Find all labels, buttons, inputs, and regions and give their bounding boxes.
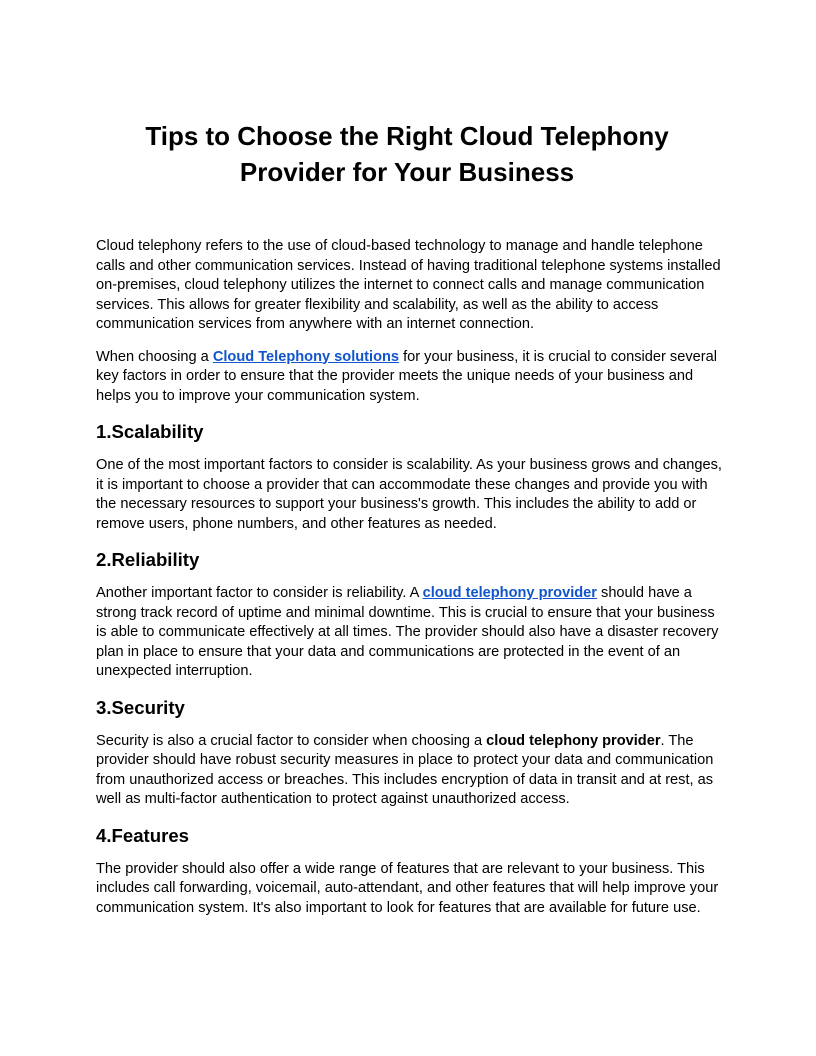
heading-scalability: 1.Scalability bbox=[96, 421, 204, 442]
intro-p2-text-after: for your business, it is crucial to consider several key factors in order to ensure that the provider meets the unique needs of your business and helps you to improve your communication system. bbox=[96, 348, 717, 404]
security-text-after: . The provider should have robust security measures in place to protect your data and communication from unauthorized access or breaches. This includes encryption of data in transit and at rest, as well as multi-factor authentication to protect against unauthorized access. bbox=[96, 732, 714, 807]
heading-features: 4.Features bbox=[96, 824, 190, 846]
section-scalability bbox=[96, 420, 722, 534]
reliability-text-after: should have a strong track record of uptime and minimal downtime. This is crucial to ensure that your business is able to communicate effectively at all times. The provider should also have a disaster recovery plan in place to ensure that your data and communications are protected in the event of an unexpected interruption. bbox=[96, 585, 719, 679]
section-security bbox=[96, 696, 722, 810]
security-text-before: Security is also a crucial factor to consider when choosing a bbox=[96, 732, 487, 749]
body-security bbox=[96, 732, 722, 810]
body-features: The provider should also offer a wide range of features that are relevant to your business. This includes call forwarding, voicemail, auto-attendant, and other features that will help improve your communication system. It's also important to look for features that are available for future use. bbox=[96, 860, 719, 916]
security-bold-phrase: cloud telephony provider bbox=[486, 732, 661, 749]
body-scalability: One of the most important factors to consider is scalability. As your business grows and changes, it is important to choose a provider that can accommodate these changes and provide you with the necessary resources to support your business's growth. This includes the ability to add or remove users, phone numbers, and other features as needed. bbox=[96, 457, 722, 532]
heading-reliability: 2.Reliability bbox=[96, 549, 200, 570]
reliability-text-before: Another important factor to consider is reliability. A bbox=[96, 585, 423, 601]
intro-paragraph-2 bbox=[96, 348, 722, 407]
section-reliability bbox=[96, 548, 722, 682]
document-title: Tips to Choose the Right Cloud Telephony Provider for Your Business bbox=[145, 121, 669, 187]
section-features bbox=[96, 824, 722, 919]
intro-p2-text-before: When choosing a bbox=[96, 348, 213, 365]
heading-security: 3.Security bbox=[96, 696, 185, 718]
intro-paragraph-1: Cloud telephony refers to the use of cloud-based technology to manage and handle telephone calls and other communication services. Instead of having traditional telephone systems installed on-premises, cloud telephony utilizes the internet to connect calls and manage communication services. This allows for greater flexibility and scalability, as well as the ability to access communication services from anywhere with an internet connection. bbox=[96, 238, 721, 332]
body-reliability bbox=[96, 584, 722, 682]
cloud-telephony-solutions-link[interactable]: Cloud Telephony solutions bbox=[212, 348, 400, 365]
document-page bbox=[96, 118, 722, 918]
cloud-telephony-provider-link[interactable]: cloud telephony provider bbox=[422, 585, 597, 601]
